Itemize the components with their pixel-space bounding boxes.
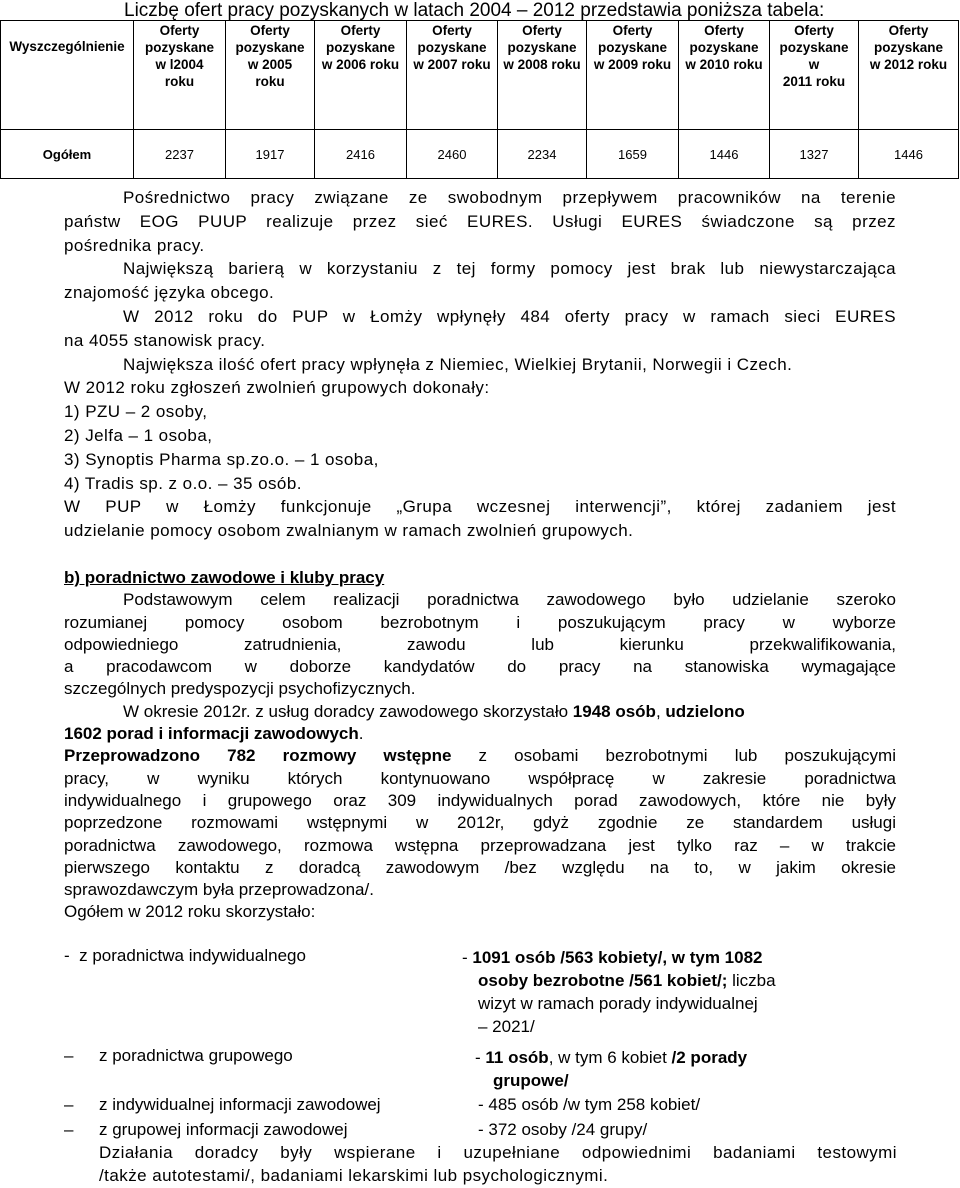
- summary-item-label: z grupowej informacji zawodowej: [99, 1120, 348, 1139]
- paragraph-line: Pośrednictwo pracy związane ze swobodnym przepływem pracowników na terenie: [123, 188, 896, 207]
- row-label-total: Ogółem: [1, 130, 134, 179]
- paragraph-line: Działania doradcy były wspierane i uzupełniane odpowiednimi badaniami testowymi: [99, 1143, 897, 1162]
- paragraph-line: W PUP w Łomży funkcjonuje „Grupa wczesnej interwencji”, której zadaniem jest: [64, 497, 896, 517]
- header-cell-2005: Oferty pozyskane w 2005 roku: [226, 21, 315, 130]
- paragraph-line: 1602 porad i informacji zawodowych.: [64, 724, 364, 744]
- paragraph-line: W 2012 roku do PUP w Łomży wpłynęły 484 oferty pracy w ramach sieci EURES: [123, 306, 896, 326]
- closing-paragraph: [99, 1142, 897, 1187]
- paragraph-line: Przeprowadzono 782 rozmowy wstępne z osobami bezrobotnymi lub poszukującymi: [64, 746, 896, 766]
- table-row: [1, 130, 959, 179]
- list-item: 4) Tradis sp. z o.o. – 35 osób.: [64, 473, 302, 493]
- paragraph-line: Podstawowym celem realizacji poradnictwa zawodowego było udzielanie szeroko: [123, 590, 896, 610]
- header-cell-2009: Oferty pozyskane w 2009 roku: [587, 21, 679, 130]
- summary-intro: Ogółem w 2012 roku skorzystało:: [64, 902, 316, 922]
- paragraph-line: sprawozdawczym była przeprowadzona/.: [64, 880, 374, 900]
- summary-dash: –: [64, 1046, 74, 1065]
- table-cell: 2460: [407, 130, 498, 179]
- header-cell-2012: Oferty pozyskane w 2012 roku: [859, 21, 959, 130]
- header-cell-2006: Oferty pozyskane w 2006 roku: [315, 21, 407, 130]
- paragraph-line: pierwszego kontaktu z doradcą zawodowym /bez względu na to, w jakim okresie: [64, 857, 896, 877]
- summary-item-value: - 11 osób, w tym 6 kobiet /2 porady grupowe/: [475, 1048, 748, 1090]
- summary-dash: –: [64, 1120, 74, 1139]
- paragraph-line: znajomość języka obcego.: [64, 283, 275, 303]
- page-title: Liczbę ofert pracy pozyskanych w latach 2004 – 2012 przedstawia poniższa tabela:: [124, 0, 825, 21]
- paragraph-line: indywidualnego i grupowego oraz 309 indywidualnych porad zawodowych, które nie były: [64, 790, 896, 810]
- header-cell-2010: Oferty pozyskane w 2010 roku: [679, 21, 770, 130]
- table-cell: 2237: [134, 130, 226, 179]
- summary-item-value: - 372 osoby /24 grupy/: [478, 1120, 648, 1139]
- summary-item-label: z indywidualnej informacji zawodowej: [99, 1095, 381, 1114]
- paragraph-line: odpowiedniego zatrudnienia, zawodu lub kierunku przekwalifikowania,: [64, 634, 896, 654]
- paragraph-line: rozumianej pomocy osobom bezrobotnym i poszukującym pracy w wyborze: [64, 612, 896, 632]
- summary-item-value: - 1091 osób /563 kobiety/, w tym 1082 osoby bezrobotne /561 kobiet/; liczba wizyt w ramach porady indywidualnej – 2021/: [462, 948, 776, 1036]
- summary-dash: –: [64, 1095, 74, 1114]
- paragraph-line: pracy, w wyniku których kontynuowano współpracę w zakresie poradnictwa: [64, 768, 896, 788]
- list-item: 1) PZU – 2 osoby,: [64, 402, 208, 422]
- paragraph-line: na 4055 stanowisk pracy.: [64, 330, 266, 350]
- section-b: [64, 567, 896, 924]
- header-cell-description: Wyszczególnienie: [1, 21, 134, 130]
- table-cell: 1446: [859, 130, 959, 179]
- header-cell-2004: Oferty pozyskane w l2004 roku: [134, 21, 226, 130]
- paragraph-line: W okresie 2012r. z usług doradcy zawodowego skorzystało 1948 osób, udzielono: [123, 701, 745, 721]
- list-item: 3) Synoptis Pharma sp.zo.o. – 1 osoba,: [64, 449, 379, 469]
- list-item: 2) Jelfa – 1 osoba,: [64, 425, 213, 445]
- paragraph-line: /także autotestami/, badaniami lekarskimi lub psychologicznymi.: [99, 1165, 609, 1185]
- table-cell: 2234: [498, 130, 587, 179]
- paragraph-line: pośrednika pracy.: [64, 235, 205, 255]
- paragraph-line: Największą barierą w korzystaniu z tej formy pomocy jest brak lub niewystarczająca: [123, 259, 896, 279]
- summary-item-label: z poradnictwa grupowego: [99, 1046, 293, 1065]
- job-offers-table: [0, 20, 959, 179]
- paragraph-line: państw EOG PUUP realizuje przez sieć EURES. Usługi EURES świadczone są przez: [64, 211, 896, 231]
- paragraph-line: poprzedzone rozmowami wstępnymi w 2012r, gdyż zgodnie ze standardem usługi: [64, 813, 896, 833]
- paragraph-line: W 2012 roku zgłoszeń zwolnień grupowych dokonały:: [64, 378, 490, 398]
- eures-section: [64, 186, 896, 543]
- paragraph-line: udzielanie pomocy osobom zwalnianym w ramach zwolnień grupowych.: [64, 521, 634, 541]
- header-cell-2008: Oferty pozyskane w 2008 roku: [498, 21, 587, 130]
- header-cell-2007: Oferty pozyskane w 2007 roku: [407, 21, 498, 130]
- table-cell: 1327: [770, 130, 859, 179]
- summary-item-value: - 485 osób /w tym 258 kobiet/: [478, 1095, 701, 1114]
- table-cell: 1917: [226, 130, 315, 179]
- paragraph-line: a pracodawcom w doborze kandydatów do pracy na stanowiska wymagające: [64, 657, 896, 677]
- table-header-row: [1, 21, 959, 130]
- header-cell-2011: Oferty pozyskane w 2011 roku: [770, 21, 859, 130]
- summary-item-label: - z poradnictwa indywidualnego: [64, 946, 306, 965]
- table-cell: 1446: [679, 130, 770, 179]
- section-heading: b) poradnictwo zawodowe i kluby pracy: [64, 568, 385, 587]
- paragraph-line: poradnictwa zawodowego, rozmowa wstępna przeprowadzana jest tylko raz – w trakcie: [64, 835, 896, 855]
- table-cell: 1659: [587, 130, 679, 179]
- paragraph-line: Największa ilość ofert pracy wpłynęła z Niemiec, Wielkiej Brytanii, Norwegii i Czech.: [123, 354, 793, 374]
- table-cell: 2416: [315, 130, 407, 179]
- paragraph-line: szczególnych predyspozycji psychofizycznych.: [64, 679, 416, 699]
